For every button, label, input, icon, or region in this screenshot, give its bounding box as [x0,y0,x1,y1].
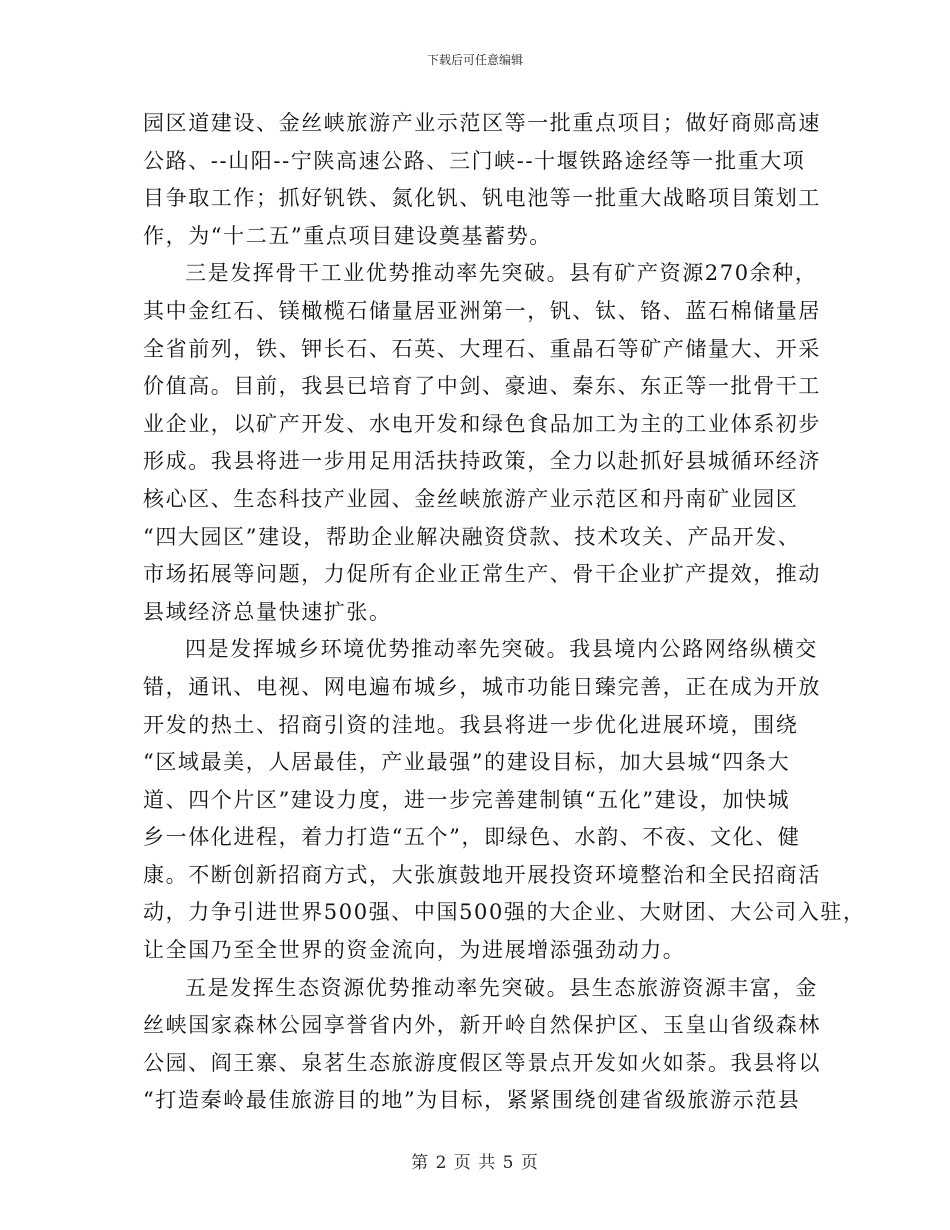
text-line: 道、四个片区”建设力度，进一步完善建制镇“五化”建设，加快城 [143,787,791,812]
text-line: 丝峡国家森林公园享誉省内外，新开岭自然保护区、玉皇山省级森林 [143,1013,821,1038]
text-line: 错，通讯、电视、网电遍布城乡，城市功能日臻完善，正在成为开放 [143,674,821,699]
text-line: 园区道建设、金丝峡旅游产业示范区等一批重点项目；做好商郧高速 [143,111,821,135]
text-line: “四大园区”建设，帮助企业解决融资贷款、技术攻关、产品开发、 [143,524,801,549]
text-line: “打造秦岭最佳旅游目的地”为目标，紧紧围绕创建省级旅游示范县 [143,1088,801,1113]
page-number-footer: 第 2 页 共 5 页 [411,1153,539,1173]
text-line: 市场拓展等问题，力促所有企业正常生产、骨干企业扩产提效，推动 [143,562,821,587]
text-line: 公路、--山阳--宁陕高速公路、三门峡--十堰铁路途经等一批重大项 [143,148,806,173]
text-line: 目争取工作；抓好钒铁、氮化钒、钒电池等一批重大战略项目策划工 [143,186,821,211]
text-line: 其中金红石、镁橄榄石储量居亚洲第一，钒、钛、铬、蓝石棉储量居 [143,298,821,323]
text-line: 让全国乃至全世界的资金流向，为进展增添强劲动力。 [143,938,686,963]
paragraph-first-line: 三是发挥骨干工业优势推动率先突破。县有矿产资源270余种， [185,261,818,286]
text-line: “区域最美，人居最佳，产业最强”的建设目标，加大县城“四条大 [143,750,791,775]
text-line: 开发的热土、招商引资的洼地。我县将进一步优化进展环境，围绕 [143,712,799,737]
text-line: 乡一体化进程，着力打造“五个”，即绿色、水韵、不夜、文化、健 [143,825,801,850]
document-body [143,105,866,1120]
text-line: 动，力争引进世界500强、中国500强的大企业、大财团、大公司入驻， [143,900,866,925]
text-line: 县域经济总量快速扩张。 [143,599,392,624]
text-line: 全省前列，铁、钾长石、石英、大理石、重晶石等矿产储量大、开采 [143,336,821,361]
text-line: 价值高。目前，我县已培育了中剑、豪迪、秦东、东正等一批骨干工 [143,374,821,399]
text-line: 公园、阎王寨、泉茗生态旅游度假区等景点开发如火如荼。我县将以 [143,1050,821,1075]
paragraph-first-line: 四是发挥城乡环境优势推动率先突破。我县境内公路网络纵横交 [185,637,818,662]
paragraph-first-line: 五是发挥生态资源优势推动率先突破。县生态旅游资源丰富，金 [185,975,818,1000]
page-header: 下载后可任意编辑 [426,53,523,67]
text-line: 业企业，以矿产开发、水电开发和绿色食品加工为主的工业体系初步 [143,411,821,436]
text-line: 作，为“十二五”重点项目建设奠基蓄势。 [143,223,552,248]
text-line: 形成。我县将进一步用足用活扶持政策，全力以赴抓好县城循环经济 [143,449,821,474]
text-line: 核心区、生态科技产业园、金丝峡旅游产业示范区和丹南矿业园区 [143,486,799,511]
text-line: 康。不断创新招商方式，大张旗鼓地开展投资环境整治和全民招商活 [143,862,821,887]
